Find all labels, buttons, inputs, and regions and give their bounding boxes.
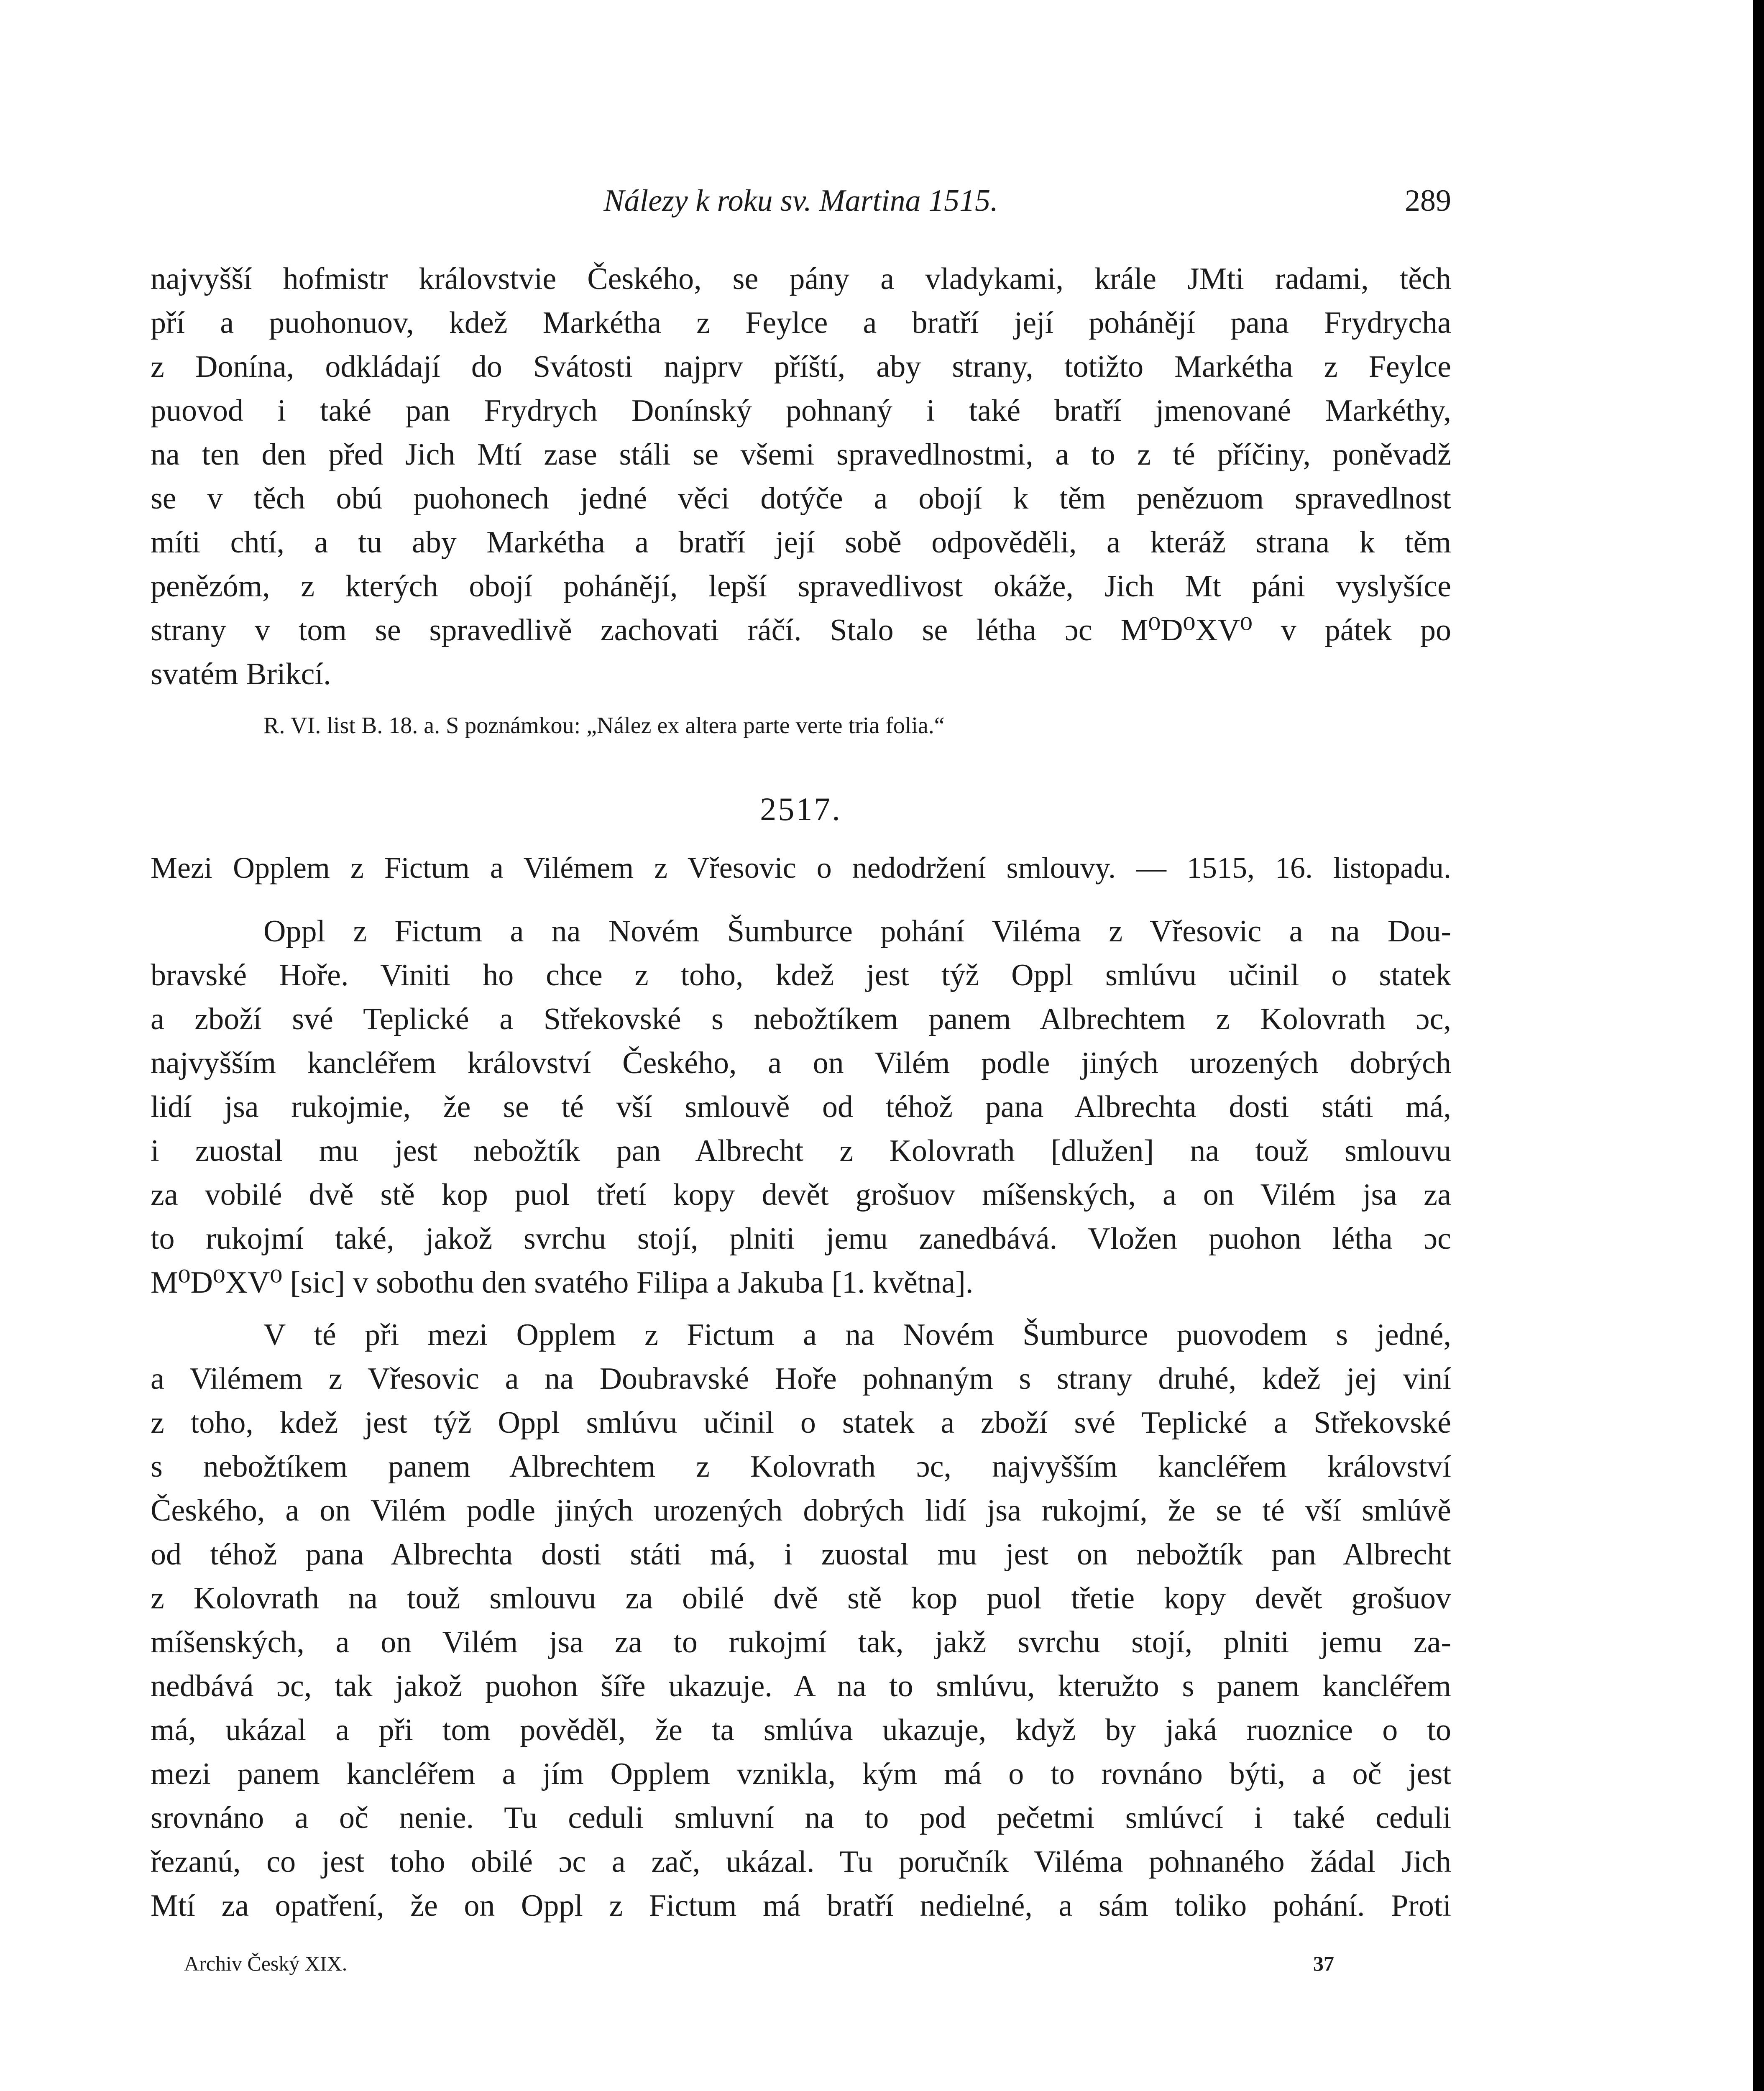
page-number: 289 [1405,184,1451,218]
text-line: najvyšším kancléřem království Českého, a on Vilém podle jiných urozených dobrých [151,1046,1451,1080]
text-line: a zboží své Teplické a Střekovské s nebožtíkem panem Albrechtem z Kolovrath ɔc, [151,1002,1451,1036]
text-line: M⁰D⁰XV⁰ [sic] v sobothu den svatého Filipa a Jakuba [1. května]. [151,1265,974,1300]
text-line: nedbává ɔc, tak jakož puohon šíře ukazuje. A na to smlúvu, kteružto s panem kancléřem [151,1669,1451,1703]
text-line: na ten den před Jich Mtí zase stáli se všemi spravedlnostmi, a to z té příčiny, poněvadž [151,437,1451,472]
footer-signature-number: 37 [1313,1952,1334,1975]
text-line: řezanú, co jest toho obilé ɔc a zač, ukázal. Tu poručník Viléma pohnaného žádal Jich [151,1845,1451,1879]
text-line: puovod i také pan Frydrych Donínský pohnaný i také bratří jmenované Markéthy, [151,394,1451,428]
text-line: srovnáno a oč nenie. Tu ceduli smluvní na to pod pečetmi smlúvcí i také ceduli [151,1801,1451,1835]
text-line: bravské Hoře. Viniti ho chce z toho, kdež jest týž Oppl smlúvu učinil o statek [151,958,1451,992]
text-line: lidí jsa rukojmie, že se té vší smlouvě od téhož pana Albrechta dosti státi má, [151,1090,1451,1124]
text-line: i zuostal mu jest nebožtík pan Albrecht z Kolovrath [dlužen] na touž smlouvu [151,1134,1451,1168]
footer-publication: Archiv Český XIX. [184,1952,348,1975]
paragraph-proceedings [151,1313,1451,1928]
paragraph-summons [151,910,1451,1305]
scan-edge-right [1753,0,1764,2091]
text-line: V té při mezi Opplem z Fictum a na Novém Šumburce puovodem s jedné, [263,1318,1451,1352]
text-line: míšenských, a on Vilém jsa za to rukojmí tak, jakž svrchu stojí, plniti jemu za- [151,1625,1451,1659]
running-title: Nálezy k roku sv. Martina 1515. [603,184,998,218]
text-line: to rukojmí také, jakož svrchu stojí, plniti jemu zanedbává. Vložen puohon létha ɔc [151,1222,1451,1256]
text-line: od téhož pana Albrechta dosti státi má, i zuostal mu jest on nebožtík pan Albrecht [151,1537,1451,1572]
text-line: má, ukázal a při tom pověděl, že ta smlúva ukazuje, když by jaká ruoznice o to [151,1713,1451,1747]
text-line: s nebožtíkem panem Albrechtem z Kolovrath ɔc, najvyšším kancléřem království [151,1449,1451,1484]
text-line: míti chtí, a tu aby Markétha a bratří její sobě odpověděli, a kteráž strana k těm [151,525,1451,560]
text-line: Mtí za opatření, že on Oppl z Fictum má bratří nedielné, a sám toliko pohání. Proti [151,1889,1451,1923]
document-summary: Mezi Opplem z Fictum a Vilémem z Vřesovic o nedodržení smlouvy. — 1515, 16. listopadu. [151,851,1451,884]
text-line: najvyšší hofmistr královstvie Českého, se pány a vladykami, krále JMti radami, těch [151,262,1451,296]
text-line: Českého, a on Vilém podle jiných urozených dobrých lidí jsa rukojmí, že se té vší smlúvě [151,1493,1451,1528]
text-line: Oppl z Fictum a na Novém Šumburce pohání Viléma z Vřesovic a na Dou- [263,914,1451,948]
text-line: mezi panem kancléřem a jím Opplem vznikla, kým má o to rovnáno býti, a oč jest [151,1757,1451,1791]
text-line: a Vilémem z Vřesovic a na Doubravské Hoře pohnaným s strany druhé, kdež jej viní [151,1362,1451,1396]
page-footer [184,1945,1355,1982]
source-note: R. VI. list B. 18. a. S poznámkou: „Nález ex altera parte verte tria folia.“ [263,713,945,739]
text-line: se v těch obú puohonech jedné věci dotýče a obojí k těm penězuom spravedlnost [151,481,1451,516]
text-line: z Kolovrath na touž smlouvu za obilé dvě stě kop puol třetie kopy devět grošuov [151,1581,1451,1616]
text-line: pří a puohonuov, kdež Markétha z Feylce a bratří její pohánějí pana Frydrycha [151,306,1451,340]
text-line: z toho, kdež jest týž Oppl smlúvu učinil o statek a zboží své Teplické a Střekovské [151,1406,1451,1440]
page-header [151,178,1451,224]
text-line: za vobilé dvě stě kop puol třetí kopy devět grošuov míšenských, a on Vilém jsa za [151,1178,1451,1212]
text-line: penězóm, z kterých obojí pohánějí, lepší spravedlivost okáže, Jich Mt páni vyslyšíce [151,569,1451,603]
text-line: strany v tom se spravedlivě zachovati ráčí. Stalo se létha ɔc M⁰D⁰XV⁰ v pátek po [151,613,1451,647]
text-line: svatém Brikcí. [151,657,331,691]
document-number: 2517. [760,791,842,827]
text-line: z Donína, odkládají do Svátosti najprv příští, aby strany, totižto Markétha z Feylce [151,350,1451,384]
paragraph-continuation [151,257,1451,696]
